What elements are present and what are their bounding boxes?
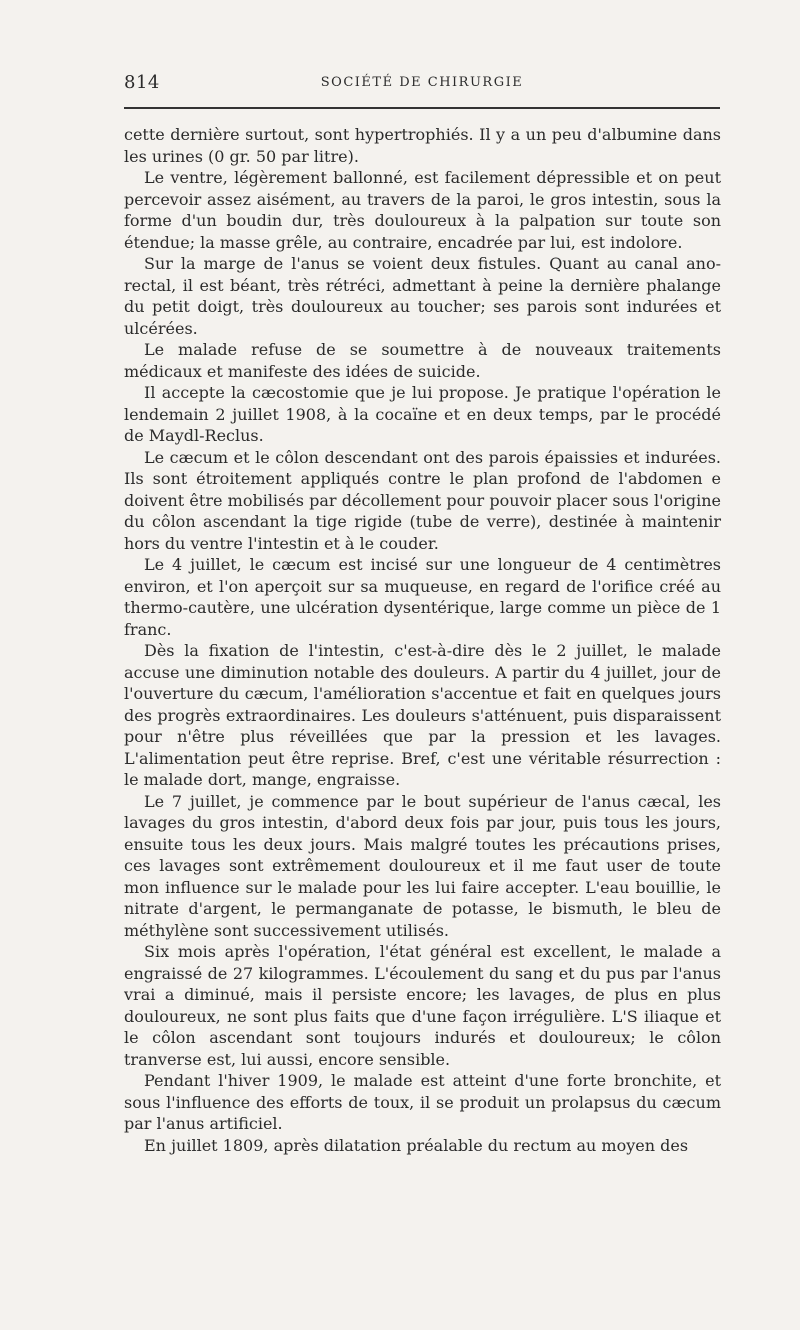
- header-rule: [124, 107, 720, 109]
- page-number: 814: [124, 72, 160, 93]
- page-header: [124, 70, 720, 100]
- paragraph: Le ventre, légèrement ballonné, est facilement dépressible et on peut percevoir assez aisément, au travers de la paroi, le gros intestin, sous la forme d'un boudin dur, très douloureux à la palpation sur toute son étendue; la masse grêle, au contraire, encadrée par lui, est indolore.: [124, 168, 721, 252]
- paragraph: Six mois après l'opération, l'état général est excellent, le malade a engraissé de 27 kilogrammes. L'écoulement du sang et du pus par l'anus vrai a diminué, mais il persiste encore; les lavages, de plus en plus douloureux, ne sont plus faits que d'une façon irrégulière. L'S iliaque et le côlon ascendant sont toujours indurés et douloureux; le côlon tranverse est, lui aussi, encore sensible.: [124, 942, 721, 1069]
- body-text: [124, 124, 721, 1156]
- paragraph: En juillet 1809, après dilatation préalable du rectum au moyen des: [144, 1135, 689, 1155]
- paragraph: Il accepte la cæcostomie que je lui propose. Je pratique l'opération le lendemain 2 juillet 1908, à la cocaïne et en deux temps, par le procédé de Maydl-Reclus.: [124, 383, 721, 445]
- paragraph: Dès la fixation de l'intestin, c'est-à-dire dès le 2 juillet, le malade accuse une diminution notable des douleurs. A partir du 4 juillet, jour de l'ouverture du cæcum, l'amélioration s'accentue et fait en quelques jours des progrès extraordinaires. Les douleurs s'atténuent, puis disparaissent pour n'être plus réveillées que par la pression et les lavages. L'alimentation peut être reprise. Bref, c'est une véritable résurrection : le malade dort, mange, engraisse.: [124, 641, 721, 789]
- running-title: SOCIÉTÉ DE CHIRURGIE: [320, 75, 524, 90]
- paragraph: Le 4 juillet, le cæcum est incisé sur une longueur de 4 centimètres environ, et l'on aperçoit sur sa muqueuse, en regard de l'orifice créé au thermo-cautère, une ulcération dysentérique, large comme un pièce de 1 franc.: [124, 555, 721, 639]
- paragraph: Le 7 juillet, je commence par le bout supérieur de l'anus cæcal, les lavages du gros intestin, d'abord deux fois par jour, puis tous les jours, ensuite tous les deux jours. Mais malgré toutes les précautions prises, ces lavages sont extrêmement douloureux et il me faut user de toute mon influence sur le malade pour les lui faire accepter. L'eau bouillie, le nitrate d'argent, le permanganate de potasse, le bismuth, le bleu de méthylène sont successivement utilisés.: [124, 791, 721, 940]
- paragraph: Sur la marge de l'anus se voient deux fistules. Quant au canal ano-rectal, il est béant, très rétréci, admettant à peine la dernière phalange du petit doigt, très douloureux au toucher; ses parois sont indurées et ulcérées.: [124, 254, 721, 338]
- paragraph-continuation: cette dernière surtout, sont hypertrophiés. Il y a un peu d'albumine dans les urines (0 gr. 50 par litre).: [124, 125, 721, 166]
- paragraph: Pendant l'hiver 1909, le malade est atteint d'une forte bronchite, et sous l'influence des efforts de toux, il se produit un prolapsus du cæcum par l'anus artificiel.: [124, 1071, 721, 1133]
- paragraph: Le malade refuse de se soumettre à de nouveaux traitements médicaux et manifeste des idées de suicide.: [124, 340, 721, 381]
- paragraph: Le cæcum et le côlon descendant ont des parois épaissies et indurées. Ils sont étroitement appliqués contre le plan profond de l'abdomen e doivent être mobilisés par décollement pour pouvoir placer sous l'origine du côlon ascendant la tige rigide (tube de verre), destinée à maintenir hors du ventre l'intestin et à le couder.: [124, 447, 721, 553]
